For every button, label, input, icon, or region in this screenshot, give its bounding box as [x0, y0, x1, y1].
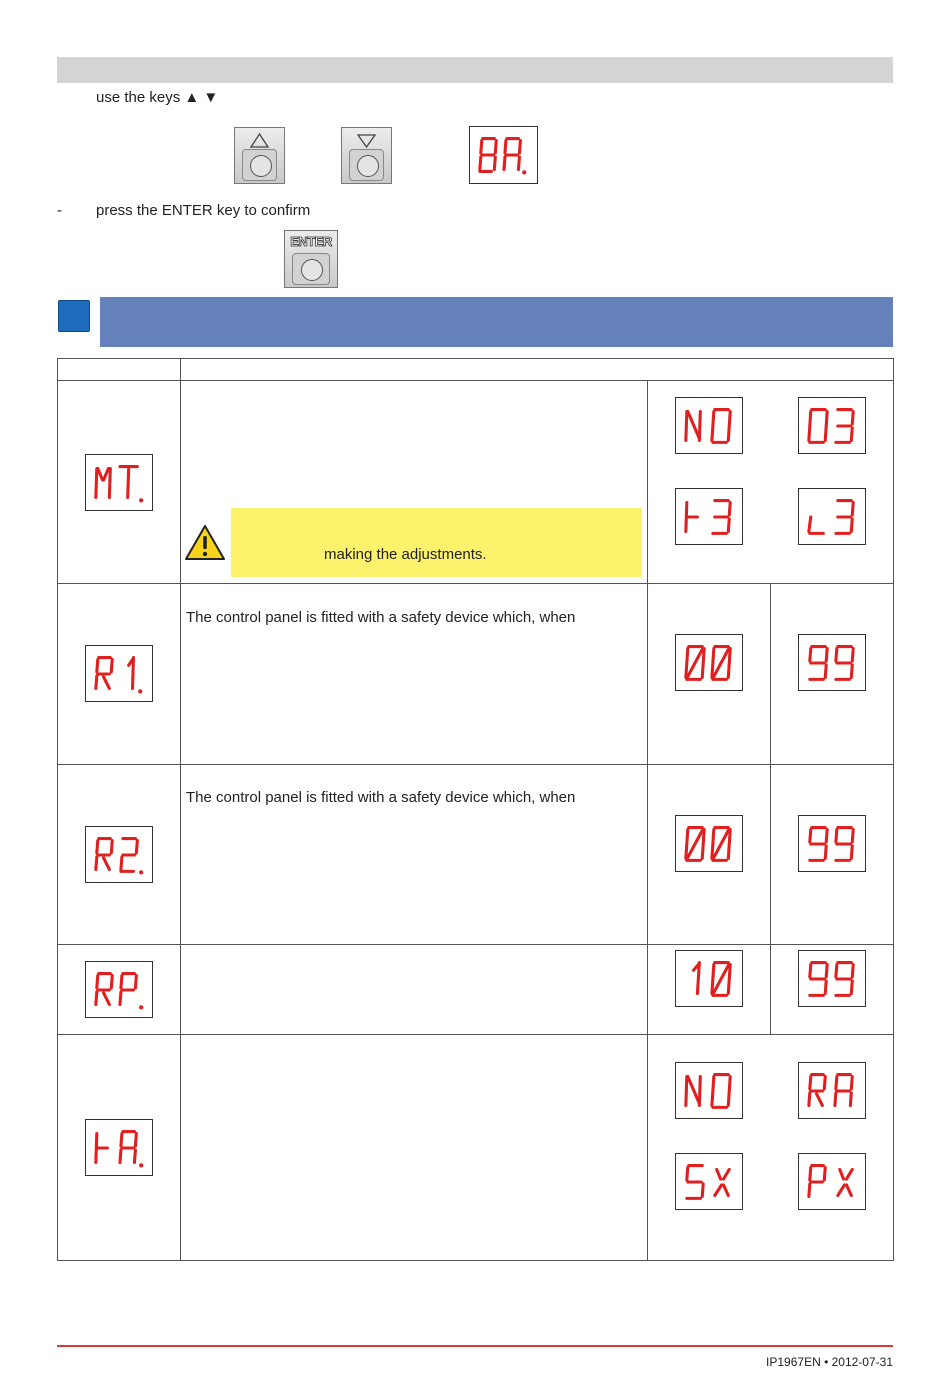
- table-border: [57, 1260, 894, 1261]
- seven-segment-03: [799, 398, 865, 453]
- up-key-button[interactable]: [234, 127, 285, 184]
- display-value-99: [798, 634, 866, 691]
- seven-segment-ba: [470, 127, 537, 183]
- key-ring: [301, 259, 323, 281]
- seven-segment-l3: [799, 489, 865, 544]
- key-ring: [250, 155, 272, 177]
- display-r2: [85, 826, 153, 883]
- footer-rule: [57, 1345, 893, 1347]
- seven-segment-r2: [86, 827, 152, 882]
- section-header-bar: [100, 297, 893, 347]
- warning-box: [231, 508, 642, 577]
- display-value-no: [675, 397, 743, 454]
- seven-segment-no: [676, 1063, 742, 1118]
- down-key-button[interactable]: [341, 127, 392, 184]
- table-border: [57, 358, 894, 359]
- display-value-f3: [675, 488, 743, 545]
- table-border: [647, 380, 648, 1261]
- table-border: [770, 583, 771, 1034]
- table-border: [57, 944, 894, 945]
- display-mt: [85, 454, 153, 511]
- display-value-99: [798, 815, 866, 872]
- seven-segment-no: [676, 398, 742, 453]
- display-value-no: [675, 1062, 743, 1119]
- table-border: [57, 380, 894, 381]
- table-border: [57, 764, 894, 765]
- seven-segment-f3: [676, 489, 742, 544]
- keys-instruction: use the keys ▲ ▼: [96, 89, 219, 106]
- table-border: [180, 358, 181, 1261]
- display-value-px: [798, 1153, 866, 1210]
- display-fa: [85, 1119, 153, 1176]
- warning-text: making the adjustments.: [324, 546, 487, 563]
- dash-bullet: -: [57, 202, 62, 219]
- display-rp: [85, 961, 153, 1018]
- enter-instruction: press the ENTER key to confirm: [96, 202, 311, 219]
- display-value-03: [798, 397, 866, 454]
- section-marker: [58, 300, 90, 332]
- seven-segment-fa: [86, 1120, 152, 1175]
- warning-triangle-icon: [184, 524, 226, 561]
- seven-segment-99: [799, 951, 865, 1006]
- seven-segment-ra: [799, 1063, 865, 1118]
- key-ring: [357, 155, 379, 177]
- display-r1: [85, 645, 153, 702]
- seven-segment-r1: [86, 646, 152, 701]
- seven-segment-mt: [86, 455, 152, 510]
- seven-segment-rp: [86, 962, 152, 1017]
- seven-segment-00: [676, 816, 742, 871]
- seven-segment-10: [676, 951, 742, 1006]
- top-header-bar: [57, 57, 893, 83]
- table-border: [57, 358, 58, 1261]
- enter-key-label: ENTER: [290, 234, 332, 249]
- table-border: [57, 583, 894, 584]
- display-value-ra: [798, 1062, 866, 1119]
- table-border: [57, 1034, 894, 1035]
- display-ba: [469, 126, 538, 184]
- row-r2-description: The control panel is fitted with a safety device which, when: [186, 789, 576, 806]
- seven-segment-99: [799, 816, 865, 871]
- display-value-10: [675, 950, 743, 1007]
- seven-segment-sx: [676, 1154, 742, 1209]
- display-value-99: [798, 950, 866, 1007]
- display-value-00: [675, 634, 743, 691]
- table-border: [893, 358, 894, 1261]
- row-r1-description: The control panel is fitted with a safety device which, when: [186, 609, 576, 626]
- display-value-00: [675, 815, 743, 872]
- enter-key-button[interactable]: [284, 230, 338, 288]
- display-value-l3: [798, 488, 866, 545]
- seven-segment-00: [676, 635, 742, 690]
- display-value-sx: [675, 1153, 743, 1210]
- seven-segment-px: [799, 1154, 865, 1209]
- seven-segment-99: [799, 635, 865, 690]
- footer-doc-ref: IP1967EN • 2012-07-31: [766, 1355, 893, 1369]
